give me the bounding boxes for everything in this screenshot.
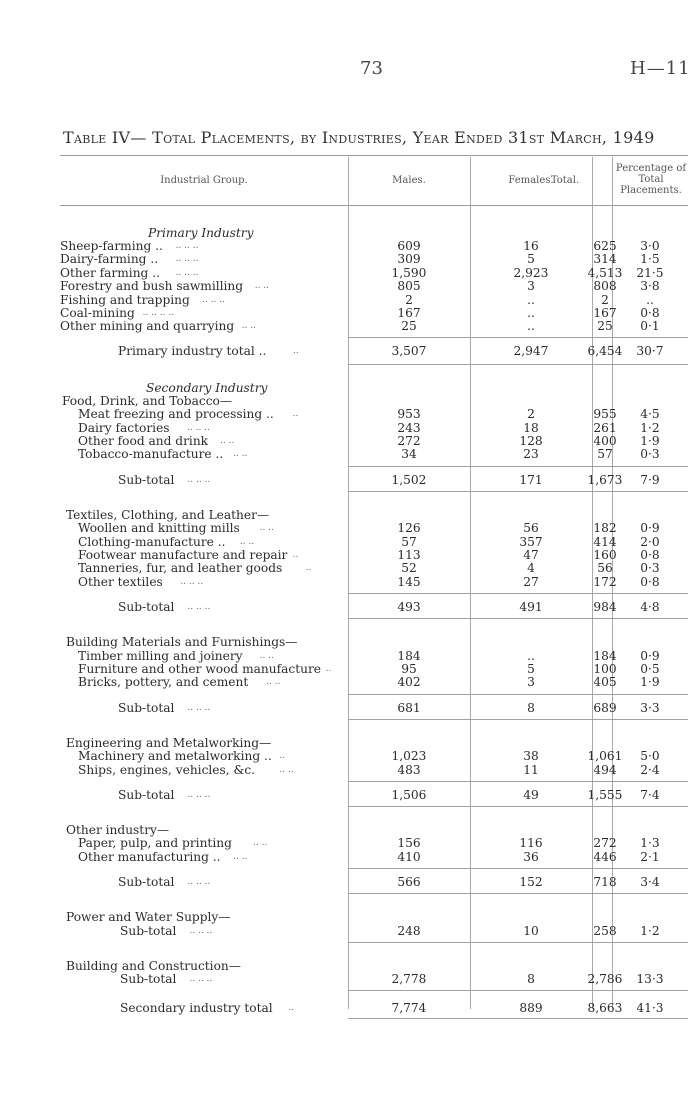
cell-females: 491 <box>519 600 543 615</box>
cell-males: 52 <box>401 561 417 576</box>
row-label: Machinery and metalworking .. <box>78 749 272 764</box>
row-leader-dots: .. .. .. <box>202 294 225 305</box>
header-total: Total. <box>550 175 580 186</box>
cell-males: 243 <box>397 420 421 435</box>
row-leader-dots: .. .. <box>254 281 270 292</box>
cell-percentage: 13·3 <box>636 972 664 986</box>
row-label: Tobacco-manufacture .. <box>78 447 224 462</box>
cell-males: 167 <box>397 306 421 320</box>
group-row <box>60 522 688 535</box>
group-title: Other industry— <box>66 823 170 837</box>
cell-percentage: 0·8 <box>640 306 660 320</box>
cell-total: 1,061 <box>587 749 623 764</box>
cell-total: 2,786 <box>587 972 623 986</box>
subtotal-rule-bottom <box>348 893 688 894</box>
row-leader-dots: .. .. .. <box>180 576 204 587</box>
row-label: Meat freezing and processing .. <box>78 407 274 422</box>
cell-females: 3 <box>527 279 535 294</box>
cell-males: 248 <box>397 923 421 938</box>
cell-percentage: 3·3 <box>640 700 660 715</box>
cell-percentage: 0·8 <box>640 548 660 562</box>
row-leader-dots: .. <box>288 1003 295 1013</box>
cell-total: 494 <box>593 762 617 777</box>
cell-females: .. <box>527 319 535 334</box>
cell-percentage: 1·3 <box>640 836 660 851</box>
subtotal-rule-top <box>348 781 688 782</box>
cell-percentage: 4·8 <box>640 600 660 615</box>
cell-males: 493 <box>397 600 421 615</box>
cell-females: 3 <box>527 675 535 690</box>
cell-males: 25 <box>401 319 417 334</box>
group-row <box>60 422 688 435</box>
row-label: Other food and drink <box>78 434 209 448</box>
cell-total: 314 <box>593 252 617 267</box>
cell-males: 1,023 <box>391 749 427 764</box>
cell-total: 446 <box>593 849 617 864</box>
cell-males: 113 <box>397 548 421 562</box>
row-label: Sub-total <box>118 875 175 890</box>
cell-males: 609 <box>397 239 421 253</box>
cell-females: 152 <box>519 875 543 890</box>
cell-males: 3,507 <box>391 343 427 358</box>
group-row <box>60 435 688 448</box>
primary-row <box>60 294 688 307</box>
group-row <box>60 536 688 549</box>
group-row <box>60 448 688 461</box>
table-title <box>63 128 683 147</box>
cell-total: 1,673 <box>587 472 623 487</box>
section-code: H—11 <box>630 58 691 79</box>
cell-percentage: 5·0 <box>640 749 660 764</box>
row-leader-dots: .. <box>293 345 299 356</box>
row-label: Dairy factories <box>78 420 170 435</box>
row-label: Primary industry total .. <box>118 343 267 358</box>
cell-males: 2 <box>405 292 413 307</box>
cell-total: 984 <box>593 600 617 615</box>
cell-total: 272 <box>593 836 617 851</box>
cell-males: 34 <box>401 447 417 462</box>
cell-percentage: 0·3 <box>640 561 660 576</box>
cell-total: 400 <box>593 434 617 448</box>
row-leader-dots: .. <box>305 563 312 574</box>
row-label: Dairy-farming .. <box>60 252 159 267</box>
cell-females: 8 <box>527 972 535 986</box>
cell-total: 1,555 <box>587 788 623 802</box>
row-label: Woollen and knitting mills <box>78 521 240 536</box>
row-leader-dots: .. .. <box>239 536 255 547</box>
cell-males: 402 <box>397 675 421 690</box>
subtotal-row <box>60 601 688 614</box>
cell-females: 171 <box>519 472 543 487</box>
group-row <box>60 663 688 676</box>
row-leader-dots: .. .. <box>253 838 268 849</box>
cell-females: 11 <box>523 762 539 777</box>
subtotal-row <box>60 702 688 715</box>
cell-males: 145 <box>397 574 421 589</box>
subtotal-row <box>60 973 688 986</box>
cell-percentage: 21·5 <box>636 265 664 280</box>
cell-males: 126 <box>397 521 421 536</box>
cell-percentage: 1·9 <box>640 675 660 690</box>
cell-males: 95 <box>401 662 417 676</box>
group-row <box>60 851 688 864</box>
subtotal-rule-top <box>348 466 688 467</box>
primary-row <box>60 253 688 266</box>
cell-females: 27 <box>523 574 539 589</box>
primary-row <box>60 267 688 280</box>
row-leader-dots: .. .. .. <box>187 877 211 888</box>
row-label: Paper, pulp, and printing <box>78 836 232 851</box>
header-percentage: Percentage of Total Placements. <box>615 163 687 196</box>
cell-females: .. <box>527 292 535 307</box>
row-leader-dots: .. .. .. <box>189 974 213 984</box>
cell-total: 8,663 <box>587 1001 623 1015</box>
cell-males: 7,774 <box>391 1001 427 1015</box>
row-label: Sub-total <box>118 788 175 802</box>
row-leader-dots: .. .. .. <box>187 602 211 613</box>
table-top-rule <box>60 155 688 156</box>
subtotal-row <box>60 474 688 487</box>
row-leader-dots: .. .. .. <box>187 474 211 485</box>
primary-row <box>60 280 688 293</box>
cell-percentage: 3·8 <box>640 279 660 294</box>
row-label: Sheep-farming .. <box>60 239 163 253</box>
group-title: Food, Drink, and Tobacco— <box>62 393 233 408</box>
cell-total: 625 <box>593 239 617 253</box>
group-title: Engineering and Metalworking— <box>66 735 272 750</box>
cell-females: .. <box>527 306 535 320</box>
cell-total: 258 <box>593 923 617 938</box>
cell-total: 56 <box>597 561 613 576</box>
cell-percentage: 0·1 <box>640 319 660 334</box>
subtotal-rule-top <box>348 868 688 869</box>
cell-percentage: 0·5 <box>640 662 660 676</box>
group-title: Power and Water Supply— <box>66 910 231 925</box>
cell-total: 184 <box>593 648 617 663</box>
cell-males: 566 <box>397 875 421 890</box>
row-label: Other farming .. <box>60 265 160 280</box>
cell-males: 1,590 <box>391 265 427 280</box>
table-title-prefix: Table IV— <box>63 128 147 147</box>
cell-percentage: 3·0 <box>640 239 660 253</box>
cell-total: 2 <box>601 292 609 307</box>
cell-percentage: 30·7 <box>636 343 664 358</box>
cell-males: 272 <box>397 434 421 448</box>
row-label: Ships, engines, vehicles, &c. <box>78 762 256 777</box>
group-row <box>60 576 688 589</box>
subtotal-row <box>60 876 688 889</box>
cell-females: 5 <box>527 252 535 267</box>
subtotal-rule-top <box>348 694 688 695</box>
cell-males: 309 <box>397 252 421 267</box>
group-title: Building Materials and Furnishings— <box>66 635 298 650</box>
row-label: Sub-total <box>118 700 175 715</box>
cell-total: 689 <box>593 700 617 715</box>
row-leader-dots: .. .. .. <box>175 267 199 278</box>
subtotal-rule-bottom <box>348 942 688 943</box>
row-leader-dots: .. .. <box>259 523 274 534</box>
row-leader-dots: .. .. <box>233 851 248 862</box>
row-label: Forestry and bush sawmilling <box>60 279 244 294</box>
cell-total: 6,454 <box>587 343 623 358</box>
header-females: Females. <box>508 175 554 186</box>
group-row <box>60 676 688 689</box>
row-label: Clothing-manufacture .. <box>78 534 226 549</box>
row-leader-dots: .. <box>292 409 299 420</box>
group-row <box>60 549 688 562</box>
cell-males: 184 <box>397 648 421 663</box>
secondary-total-rule-bottom <box>348 1018 688 1019</box>
subtotal-row <box>60 925 688 938</box>
cell-percentage: 0·9 <box>640 648 660 663</box>
cell-females: .. <box>527 648 535 663</box>
subtotal-rule-bottom <box>348 719 688 720</box>
row-leader-dots: .. .. <box>279 764 294 775</box>
cell-percentage: 7·4 <box>640 788 660 802</box>
cell-females: 56 <box>523 521 539 536</box>
cell-males: 156 <box>397 836 421 851</box>
row-leader-dots: .. .. .. <box>189 925 213 936</box>
cell-percentage: 4·5 <box>640 407 660 422</box>
row-label: Sub-total <box>120 923 177 938</box>
group-row <box>60 764 688 777</box>
header-males: Males. <box>392 175 426 186</box>
cell-males: 953 <box>397 407 421 422</box>
header-bottom-rule <box>60 205 688 206</box>
cell-males: 1,506 <box>391 788 427 802</box>
cell-percentage: 0·9 <box>640 521 660 536</box>
cell-males: 1,502 <box>391 472 427 487</box>
cell-females: 10 <box>523 923 539 938</box>
cell-total: 261 <box>593 420 617 435</box>
group-row <box>60 408 688 421</box>
row-label: Sub-total <box>118 600 175 615</box>
cell-percentage: 1·2 <box>640 923 660 938</box>
row-leader-dots: .. .. <box>259 650 274 661</box>
cell-females: 38 <box>523 749 539 764</box>
cell-total: 718 <box>593 875 617 890</box>
header-industrial-group: Industrial Group. <box>160 175 248 186</box>
row-label: Tanneries, fur, and leather goods <box>78 561 283 576</box>
subtotal-rule-bottom <box>348 491 688 492</box>
cell-females: 16 <box>523 239 539 253</box>
cell-percentage: 2·1 <box>640 849 660 864</box>
cell-females: 47 <box>523 548 539 562</box>
row-label: Sub-total <box>120 972 177 986</box>
cell-total: 182 <box>593 521 617 536</box>
subtotal-rule-bottom <box>348 990 688 991</box>
row-leader-dots: .. <box>279 751 286 762</box>
cell-males: 681 <box>397 700 421 715</box>
secondary-total-row <box>60 1002 688 1015</box>
primary-total-rule-top <box>348 337 688 338</box>
row-label: Other manufacturing .. <box>78 849 221 864</box>
cell-females: 2 <box>527 407 535 422</box>
cell-percentage: 1·9 <box>640 434 660 448</box>
subtotal-rule-bottom <box>348 618 688 619</box>
cell-females: 2,947 <box>513 343 549 358</box>
primary-row <box>60 307 688 320</box>
cell-percentage: .. <box>646 292 654 307</box>
group-title: Building and Construction— <box>66 958 241 973</box>
row-label: Fishing and trapping <box>60 292 190 307</box>
cell-percentage: 2·0 <box>640 534 660 549</box>
group-row <box>60 750 688 763</box>
row-label: Bricks, pottery, and cement <box>78 675 249 690</box>
row-leader-dots: .. .. <box>233 449 248 460</box>
cell-females: 18 <box>523 420 539 435</box>
cell-total: 955 <box>593 407 617 422</box>
row-leader-dots: .. .. .. <box>187 790 211 800</box>
group-row <box>60 837 688 850</box>
primary-row <box>60 320 688 333</box>
cell-total: 167 <box>593 306 617 320</box>
cell-percentage: 1·2 <box>640 420 660 435</box>
cell-total: 4,513 <box>587 265 623 280</box>
row-leader-dots: .. .. .. .. <box>142 308 175 318</box>
cell-males: 805 <box>397 279 421 294</box>
cell-total: 57 <box>597 447 613 462</box>
row-leader-dots: .. <box>292 550 299 560</box>
row-label: Secondary industry total <box>120 1001 273 1015</box>
cell-total: 414 <box>593 534 617 549</box>
cell-total: 25 <box>597 319 613 334</box>
row-leader-dots: .. .. .. <box>175 254 199 265</box>
subtotal-rule-bottom <box>348 806 688 807</box>
cell-total: 160 <box>593 548 617 562</box>
table-title-text: Total Placements, by Industries, Year Ended 31st March, 1949 <box>152 128 655 147</box>
row-leader-dots: .. .. <box>266 677 281 688</box>
cell-females: 357 <box>519 534 543 549</box>
cell-females: 23 <box>523 447 539 462</box>
group-row <box>60 650 688 663</box>
group-row <box>60 562 688 575</box>
row-leader-dots: .. .. <box>220 436 235 446</box>
cell-percentage: 2·4 <box>640 762 660 777</box>
cell-total: 172 <box>593 574 617 589</box>
row-leader-dots: .. <box>325 664 332 674</box>
primary-row <box>60 240 688 253</box>
cell-percentage: 3·4 <box>640 875 660 890</box>
row-label: Sub-total <box>118 472 175 487</box>
cell-total: 808 <box>593 279 617 294</box>
subtotal-rule-top <box>348 593 688 594</box>
primary-industry-heading: Primary Industry <box>148 226 254 240</box>
row-label: Footwear manufacture and repair <box>78 548 288 562</box>
row-label: Furniture and other wood manufacture <box>78 662 322 676</box>
row-leader-dots: .. .. .. <box>187 422 210 433</box>
primary-total-rule-bottom <box>348 364 688 365</box>
cell-percentage: 0·3 <box>640 447 660 462</box>
cell-total: 100 <box>593 662 617 676</box>
cell-females: 116 <box>519 836 543 851</box>
cell-percentage: 1·5 <box>640 252 660 267</box>
row-leader-dots: .. .. <box>241 321 256 332</box>
cell-percentage: 41·3 <box>636 1001 664 1015</box>
subtotal-row <box>60 789 688 802</box>
row-label: Other textiles <box>78 574 163 589</box>
cell-percentage: 0·8 <box>640 574 660 589</box>
cell-males: 410 <box>397 849 421 864</box>
cell-females: 8 <box>527 700 535 715</box>
secondary-industry-heading: Secondary Industry <box>146 380 268 395</box>
row-leader-dots: .. .. .. <box>175 241 199 251</box>
row-label: Other mining and quarrying <box>60 319 235 334</box>
primary-total-row <box>60 345 688 358</box>
cell-males: 483 <box>397 762 421 777</box>
group-title: Textiles, Clothing, and Leather— <box>66 507 270 522</box>
cell-females: 2,923 <box>513 265 549 280</box>
cell-females: 49 <box>523 788 539 802</box>
cell-percentage: 7·9 <box>640 472 660 487</box>
row-label: Coal-mining <box>60 306 135 320</box>
cell-females: 128 <box>519 434 543 448</box>
row-label: Timber milling and joinery <box>78 648 243 663</box>
cell-males: 2,778 <box>391 972 427 986</box>
cell-males: 57 <box>401 534 417 549</box>
cell-females: 4 <box>527 561 535 576</box>
cell-females: 5 <box>527 662 535 676</box>
row-leader-dots: .. .. .. <box>187 702 211 713</box>
cell-females: 36 <box>523 849 539 864</box>
cell-total: 405 <box>593 675 617 690</box>
cell-females: 889 <box>519 1001 543 1015</box>
page-number: 73 <box>360 58 383 79</box>
